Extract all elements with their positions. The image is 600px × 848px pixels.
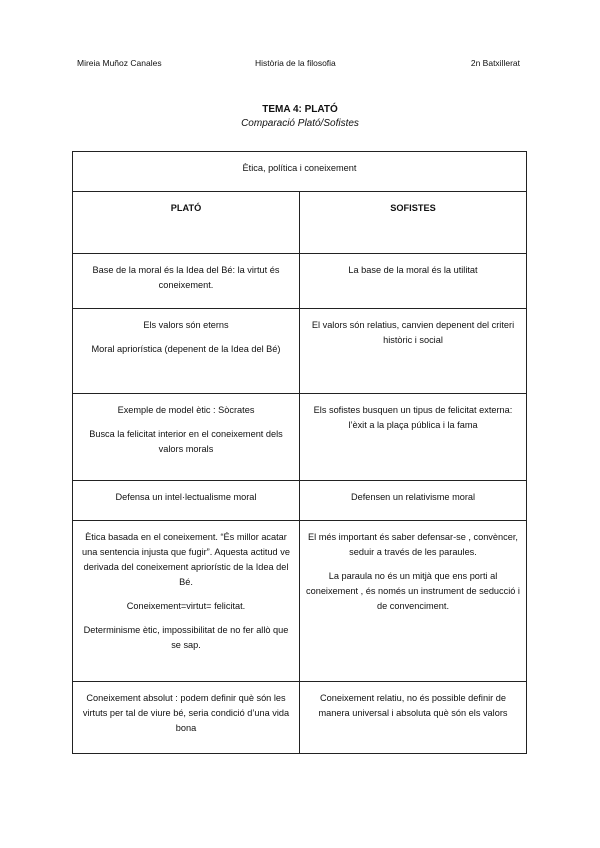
subject-name: Història de la filosofia [255, 58, 336, 68]
cell-paragraph: Coneixement relatiu, no és possible definir de manera universal i absoluta què són els valors [318, 693, 508, 718]
topic-subtitle: Comparació Plató/Sofistes [241, 118, 359, 129]
sofistes-cell [300, 682, 527, 754]
column-header-row [73, 192, 527, 254]
plato-cell [73, 682, 300, 754]
page-header [77, 58, 520, 72]
plato-cell [73, 481, 300, 521]
plato-cell [73, 309, 300, 394]
plato-cell [73, 394, 300, 481]
cell-paragraph: La base de la moral és la utilitat [348, 265, 478, 275]
topic-title: TEMA 4: PLATÓ [262, 104, 338, 115]
cell-paragraph: Coneixement absolut : podem definir què són les virtuts per tal de viure bé, seria condició d’una vida bona [82, 693, 290, 733]
cell-paragraph: Moral apriorística (depenent de la Idea del Bé) [91, 344, 281, 354]
table-row [73, 481, 527, 521]
section-title-row [73, 152, 527, 192]
table-row [73, 254, 527, 309]
cell-paragraph: Busca la felicitat interior en el coneixement dels valors morals [89, 429, 283, 454]
cell-paragraph: Els valors són eterns [143, 320, 229, 330]
cell-paragraph: Ètica basada en el coneixement. “És millor acatar una sentencia injusta que fugir”. Aquesta actitud ve derivada del coneixement apriorístic de la Idea del Bé. [82, 532, 290, 587]
table-row [73, 682, 527, 754]
cell-paragraph: Exemple de model ètic : Sòcrates [117, 405, 255, 415]
cell-paragraph: El més important és saber defensar-se , convèncer, seduir a través de les paraules. [308, 532, 518, 557]
cell-paragraph: Determinisme ètic, impossibilitat de no fer allò que se sap. [83, 625, 289, 650]
cell-paragraph: Coneixement=virtut= felicitat. [126, 601, 246, 611]
document-titles [0, 103, 600, 131]
section-title: Ètica, política i coneixement [73, 152, 527, 192]
comparison-table [72, 151, 527, 754]
column-header-plato: PLATÓ [73, 192, 300, 254]
cell-paragraph: El valors són relatius, canvien depenent del criteri històric i social [311, 320, 515, 345]
cell-paragraph: Defensen un relativisme moral [350, 492, 476, 502]
cell-paragraph: Base de la moral és la Idea del Bé: la virtut és coneixement. [92, 265, 280, 290]
cell-paragraph: Defensa un intel·lectualisme moral [115, 492, 257, 502]
sofistes-cell [300, 521, 527, 682]
sofistes-cell [300, 394, 527, 481]
column-header-sofistes: SOFISTES [300, 192, 527, 254]
sofistes-cell [300, 309, 527, 394]
plato-cell [73, 254, 300, 309]
table-row [73, 309, 527, 394]
table-row [73, 521, 527, 682]
course-name: 2n Batxillerat [470, 58, 520, 68]
cell-paragraph: La paraula no és un mitjà que ens porti al coneixement , és només un instrument de seducció i de convenciment. [306, 571, 520, 611]
author-name: Mireia Muñoz Canales [77, 58, 162, 68]
cell-paragraph: Els sofistes busquen un tipus de felicitat externa: l’èxit a la plaça pública i la fama [313, 405, 513, 430]
plato-cell [73, 521, 300, 682]
table-row [73, 394, 527, 481]
sofistes-cell [300, 254, 527, 309]
sofistes-cell [300, 481, 527, 521]
